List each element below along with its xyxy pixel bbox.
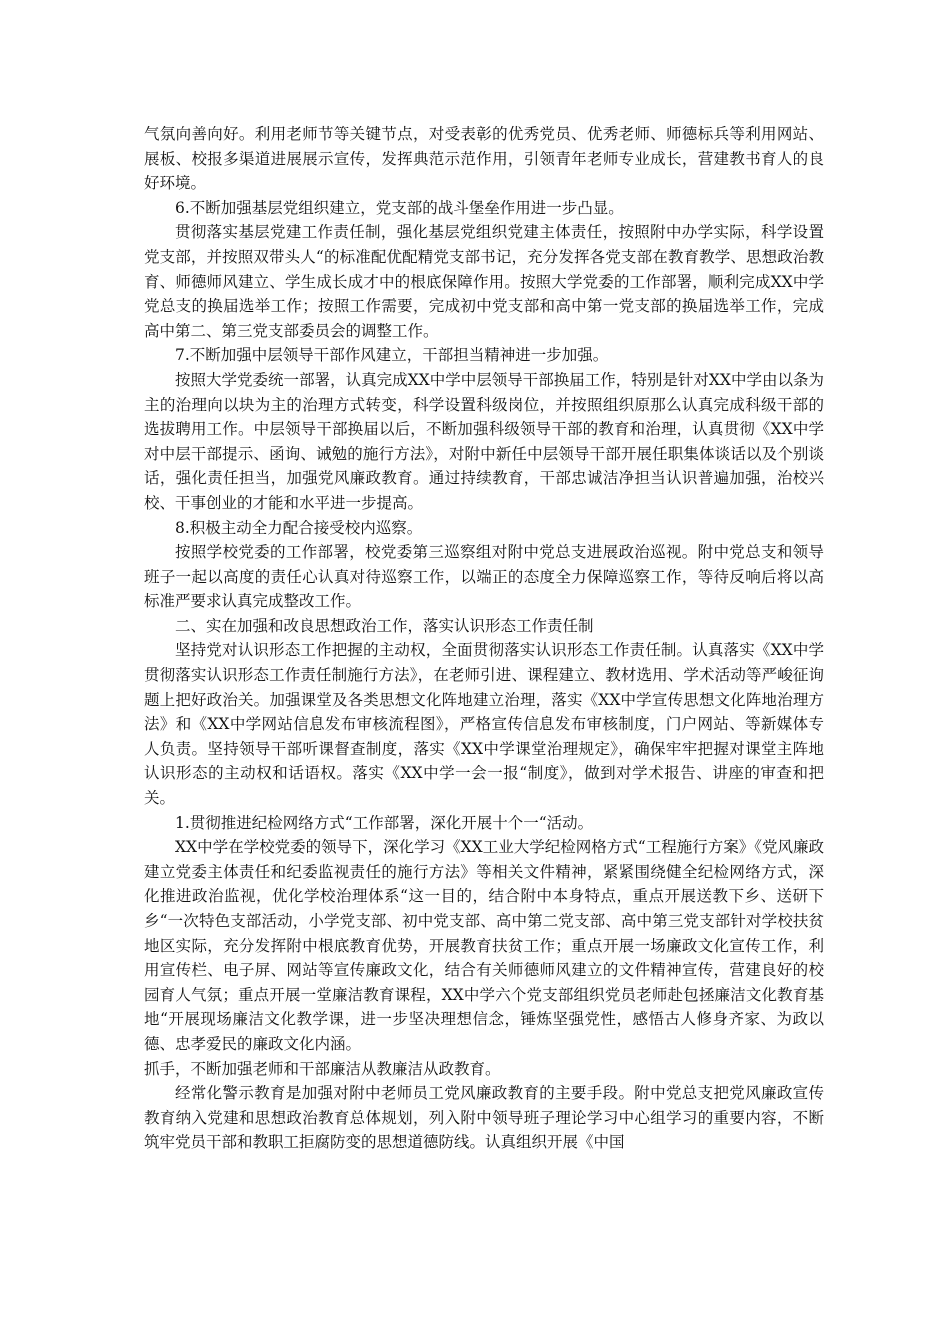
- heading-1: 1.贯彻推进纪检网络方式“工作部署，深化开展十个一“活动。: [175, 813, 594, 832]
- section-heading-2: 二、实在加强和改良思想政治工作，落实认识形态工作责任制: [175, 616, 594, 635]
- paragraph-5: 坚持党对认识形态工作把握的主动权，全面贯彻落实认识形态工作责任制。认真落实《XX中学贯彻落实认识形态工作责任制施行方法》，在老师引进、课程建立、教材选用、学术活动等严峻征询题上把好政治关。加强课堂及各类思想文化阵地建立治理，落实《XX中学宣传思想文化阵地治理方法》和《XX中学网站信息发布审核流程图》，严格宣传信息发布审核制度，门户网站、等新媒体专人负责。坚持领导干部听课督查制度，落实《XX中学课堂治理规定》，确保牢牢把握对课堂主阵地认识形态的主动权和话语权。落实《XX中学一会一报“制度》，做到对学术报告、讲座的审查和把关。: [144, 641, 824, 808]
- paragraph-2: 贯彻落实基层党建工作责任制，强化基层党组织党建主体责任，按照附中办学实际，科学设置党支部，并按照双带头人“的标准配优配精党支部书记，充分发挥各党支部在教育教学、思想政治教育、师德师风建立、学生成长成才中的根底保障作用。按照大学党委的工作部署，顺利完成XX中学党总支的换届选举工作；按照工作需要，完成初中党支部和高中第一党支部的换届选举工作，完成高中第二、第三党支部委员会的调整工作。: [144, 223, 824, 340]
- paragraph-3: 按照大学党委统一部署，认真完成XX中学中层领导干部换届工作，特别是针对XX中学由以条为主的治理向以块为主的治理方式转变，科学设置科级岗位，并按照组织原那么认真完成科级干部的选拔聘用工作。中层领导干部换届以后，不断加强科级领导干部的教育和治理，认真贯彻《XX中学对中层干部提示、函询、诫勉的施行方法》，对附中新任中层领导干部开展任职集体谈话以及个别谈话，强化责任担当，加强党风廉政教育。通过持续教育，干部忠诚洁净担当认识普遍加强，治校兴校、干事创业的才能和水平进一步提高。: [144, 370, 824, 512]
- paragraph-7: 抓手，不断加强老师和干部廉洁从教廉洁从政教育。: [144, 1059, 501, 1078]
- heading-7: 7.不断加强中层领导干部作风建立，干部担当精神进一步加强。: [175, 346, 609, 365]
- paragraph-1: 气氛向善向好。利用老师节等关键节点，对受表彰的优秀党员、优秀老师、师德标兵等利用网站、展板、校报多渠道进展展示宣传，发挥典范示范作用，引领青年老师专业成长，营建教书育人的良好环境。: [144, 125, 824, 193]
- paragraph-8: 经常化警示教育是加强对附中老师员工党风廉政教育的主要手段。附中党总支把党风廉政宣传教育纳入党建和思想政治教育总体规划，列入附中领导班子理论学习中心组学习的重要内容，不断筑牢党员干部和教职工拒腐防变的思想道德防线。认真组织开展《中国: [144, 1084, 824, 1152]
- paragraph-6: XX中学在学校党委的领导下，深化学习《XX工业大学纪检网格方式“工程施行方案》《党风廉政建立党委主体责任和纪委监视责任的施行方法》等相关文件精神，紧紧围绕健全纪检网络方式，深化推进政治监视，优化学校治理体系“这一目的，结合附中本身特点，重点开展送教下乡、送研下乡“一次特色支部活动，小学党支部、初中党支部、高中第二党支部、高中第三党支部针对学校扶贫地区实际，充分发挥附中根底教育优势，开展教育扶贫工作；重点开展一场廉政文化宣传工作，利用宣传栏、电子屏、网站等宣传廉政文化，结合有关师德师风建立的文件精神宣传，营建良好的校园育人气氛；重点开展一堂廉洁教育课程，XX中学六个党支部组织党员老师赴包拯廉洁文化教育基地“开展现场廉洁文化教学课，进一步坚决理想信念，锤炼坚强党性，感悟古人修身齐家、为政以德、忠孝爱民的廉政文化内涵。: [144, 838, 824, 1053]
- document-body: [144, 122, 824, 1155]
- heading-8: 8.积极主动全力配合接受校内巡察。: [175, 518, 423, 537]
- paragraph-4: 按照学校党委的工作部署，校党委第三巡察组对附中党总支进展政治巡视。附中党总支和领导班子一起以高度的责任心认真对待巡察工作，以端正的态度全力保障巡察工作，等待反响后将以高标准严要求认真完成整改工作。: [144, 543, 824, 611]
- heading-6: 6.不断加强基层党组织建立，党支部的战斗堡垒作用进一步凸显。: [175, 198, 624, 217]
